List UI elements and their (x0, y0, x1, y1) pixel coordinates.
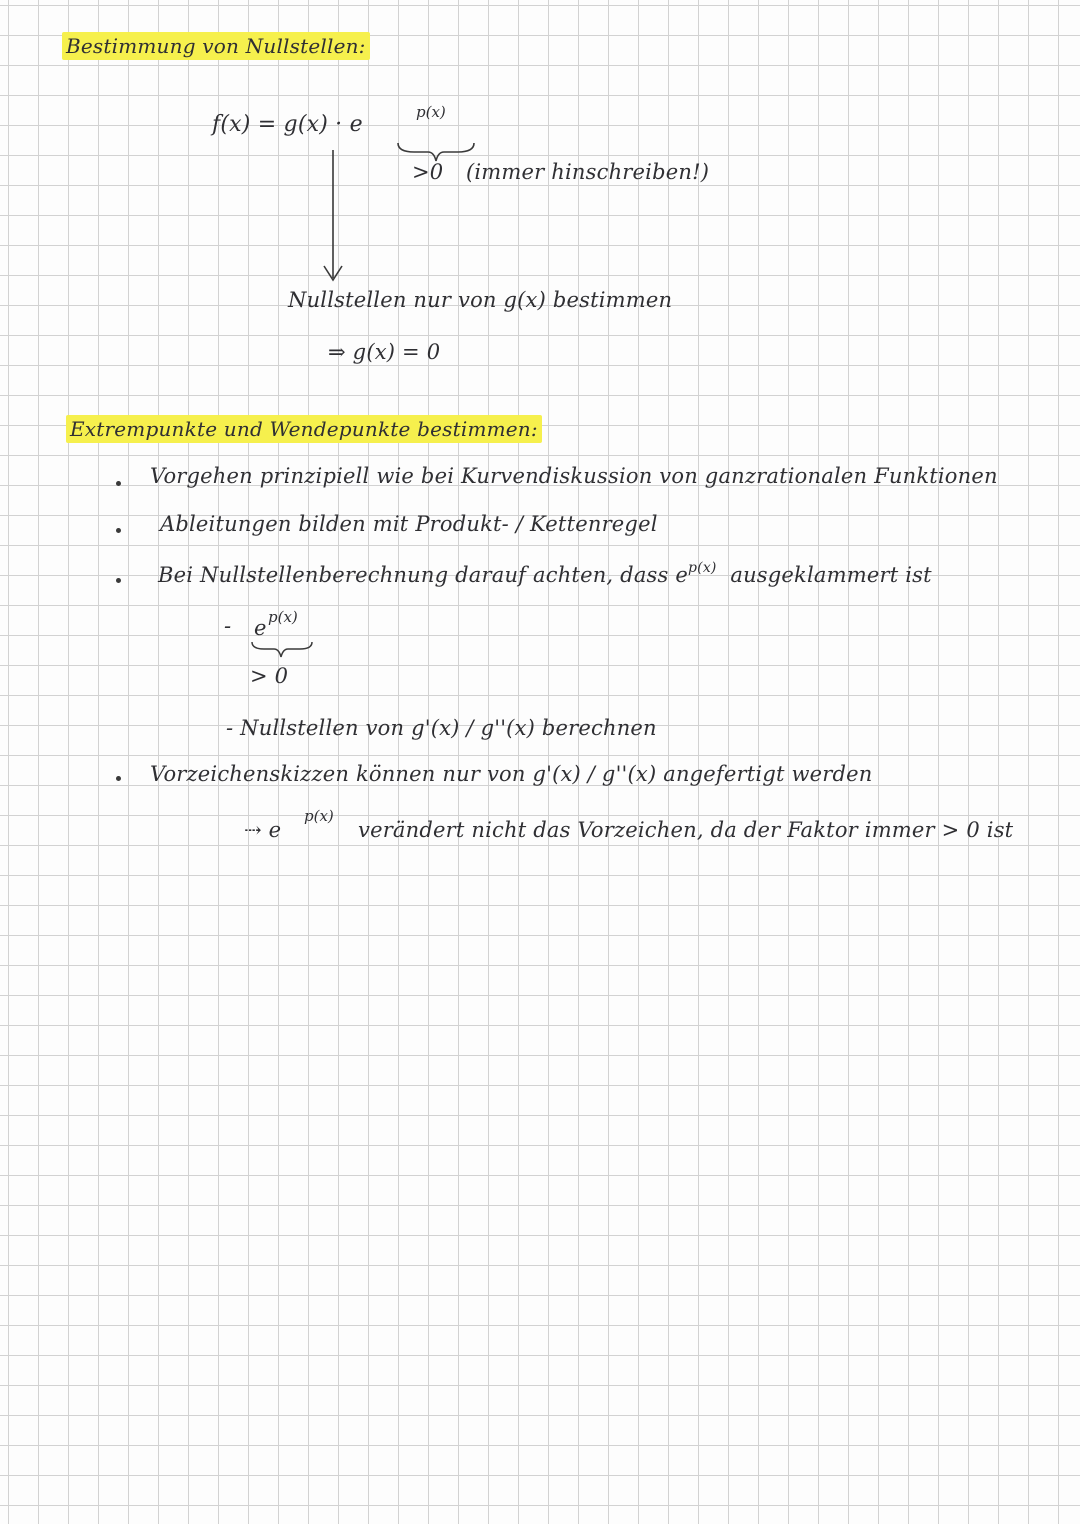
bullet-vorgehen: Vorgehen prinzipiell wie bei Kurvendiskussion von ganzrationalen Funktionen (150, 464, 998, 488)
sub-e: e (254, 616, 267, 640)
brace-note-positive: >0 (412, 160, 444, 184)
bullet-dot (116, 776, 121, 781)
bullet-ableitungen: Ableitungen bilden mit Produkt- / Kettenregel (160, 512, 658, 536)
down-arrow-icon (318, 148, 348, 284)
heading-extrempunkte: Extrempunkte und Wendepunkte bestimmen: (66, 417, 542, 441)
sub-exponent: p(x) (268, 608, 298, 626)
formula-exponent: p(x) (416, 103, 446, 121)
brace-note-remark: (immer hinschreiben!) (466, 160, 710, 184)
bullet-vorzeichenskizzen: Vorzeichenskizzen können nur von g'(x) / g''(x) angefertigt werden (150, 762, 873, 786)
note-vorzeichen: verändert nicht das Vorzeichen, da der Faktor immer > 0 ist (358, 818, 1014, 842)
bullet-dot (116, 481, 121, 486)
underbrace-icon (250, 640, 314, 660)
sub-nullstellen-g: - Nullstellen von g'(x) / g''(x) berechnen (226, 716, 657, 740)
note-arrow-e: ⇢ e (244, 818, 282, 842)
heading-nullstellen: Bestimmung von Nullstellen: (62, 34, 370, 58)
implication-g-equals-zero: ⇒ g(x) = 0 (328, 340, 441, 364)
note-exponent: p(x) (304, 807, 334, 825)
sub-dash: - (224, 614, 232, 638)
bullet-nullstellenberechnung: Bei Nullstellenberechnung darauf achten, dass $e^{p(x)}$ ausgeklammert ist (158, 560, 932, 587)
formula-f-equals-g-times-e: f(x) = g(x) · e (212, 112, 363, 137)
bullet-dot (116, 578, 121, 583)
sub-positive: > 0 (250, 664, 289, 688)
bullet-dot (116, 528, 121, 533)
arrow-caption: Nullstellen nur von g(x) bestimmen (288, 288, 673, 312)
